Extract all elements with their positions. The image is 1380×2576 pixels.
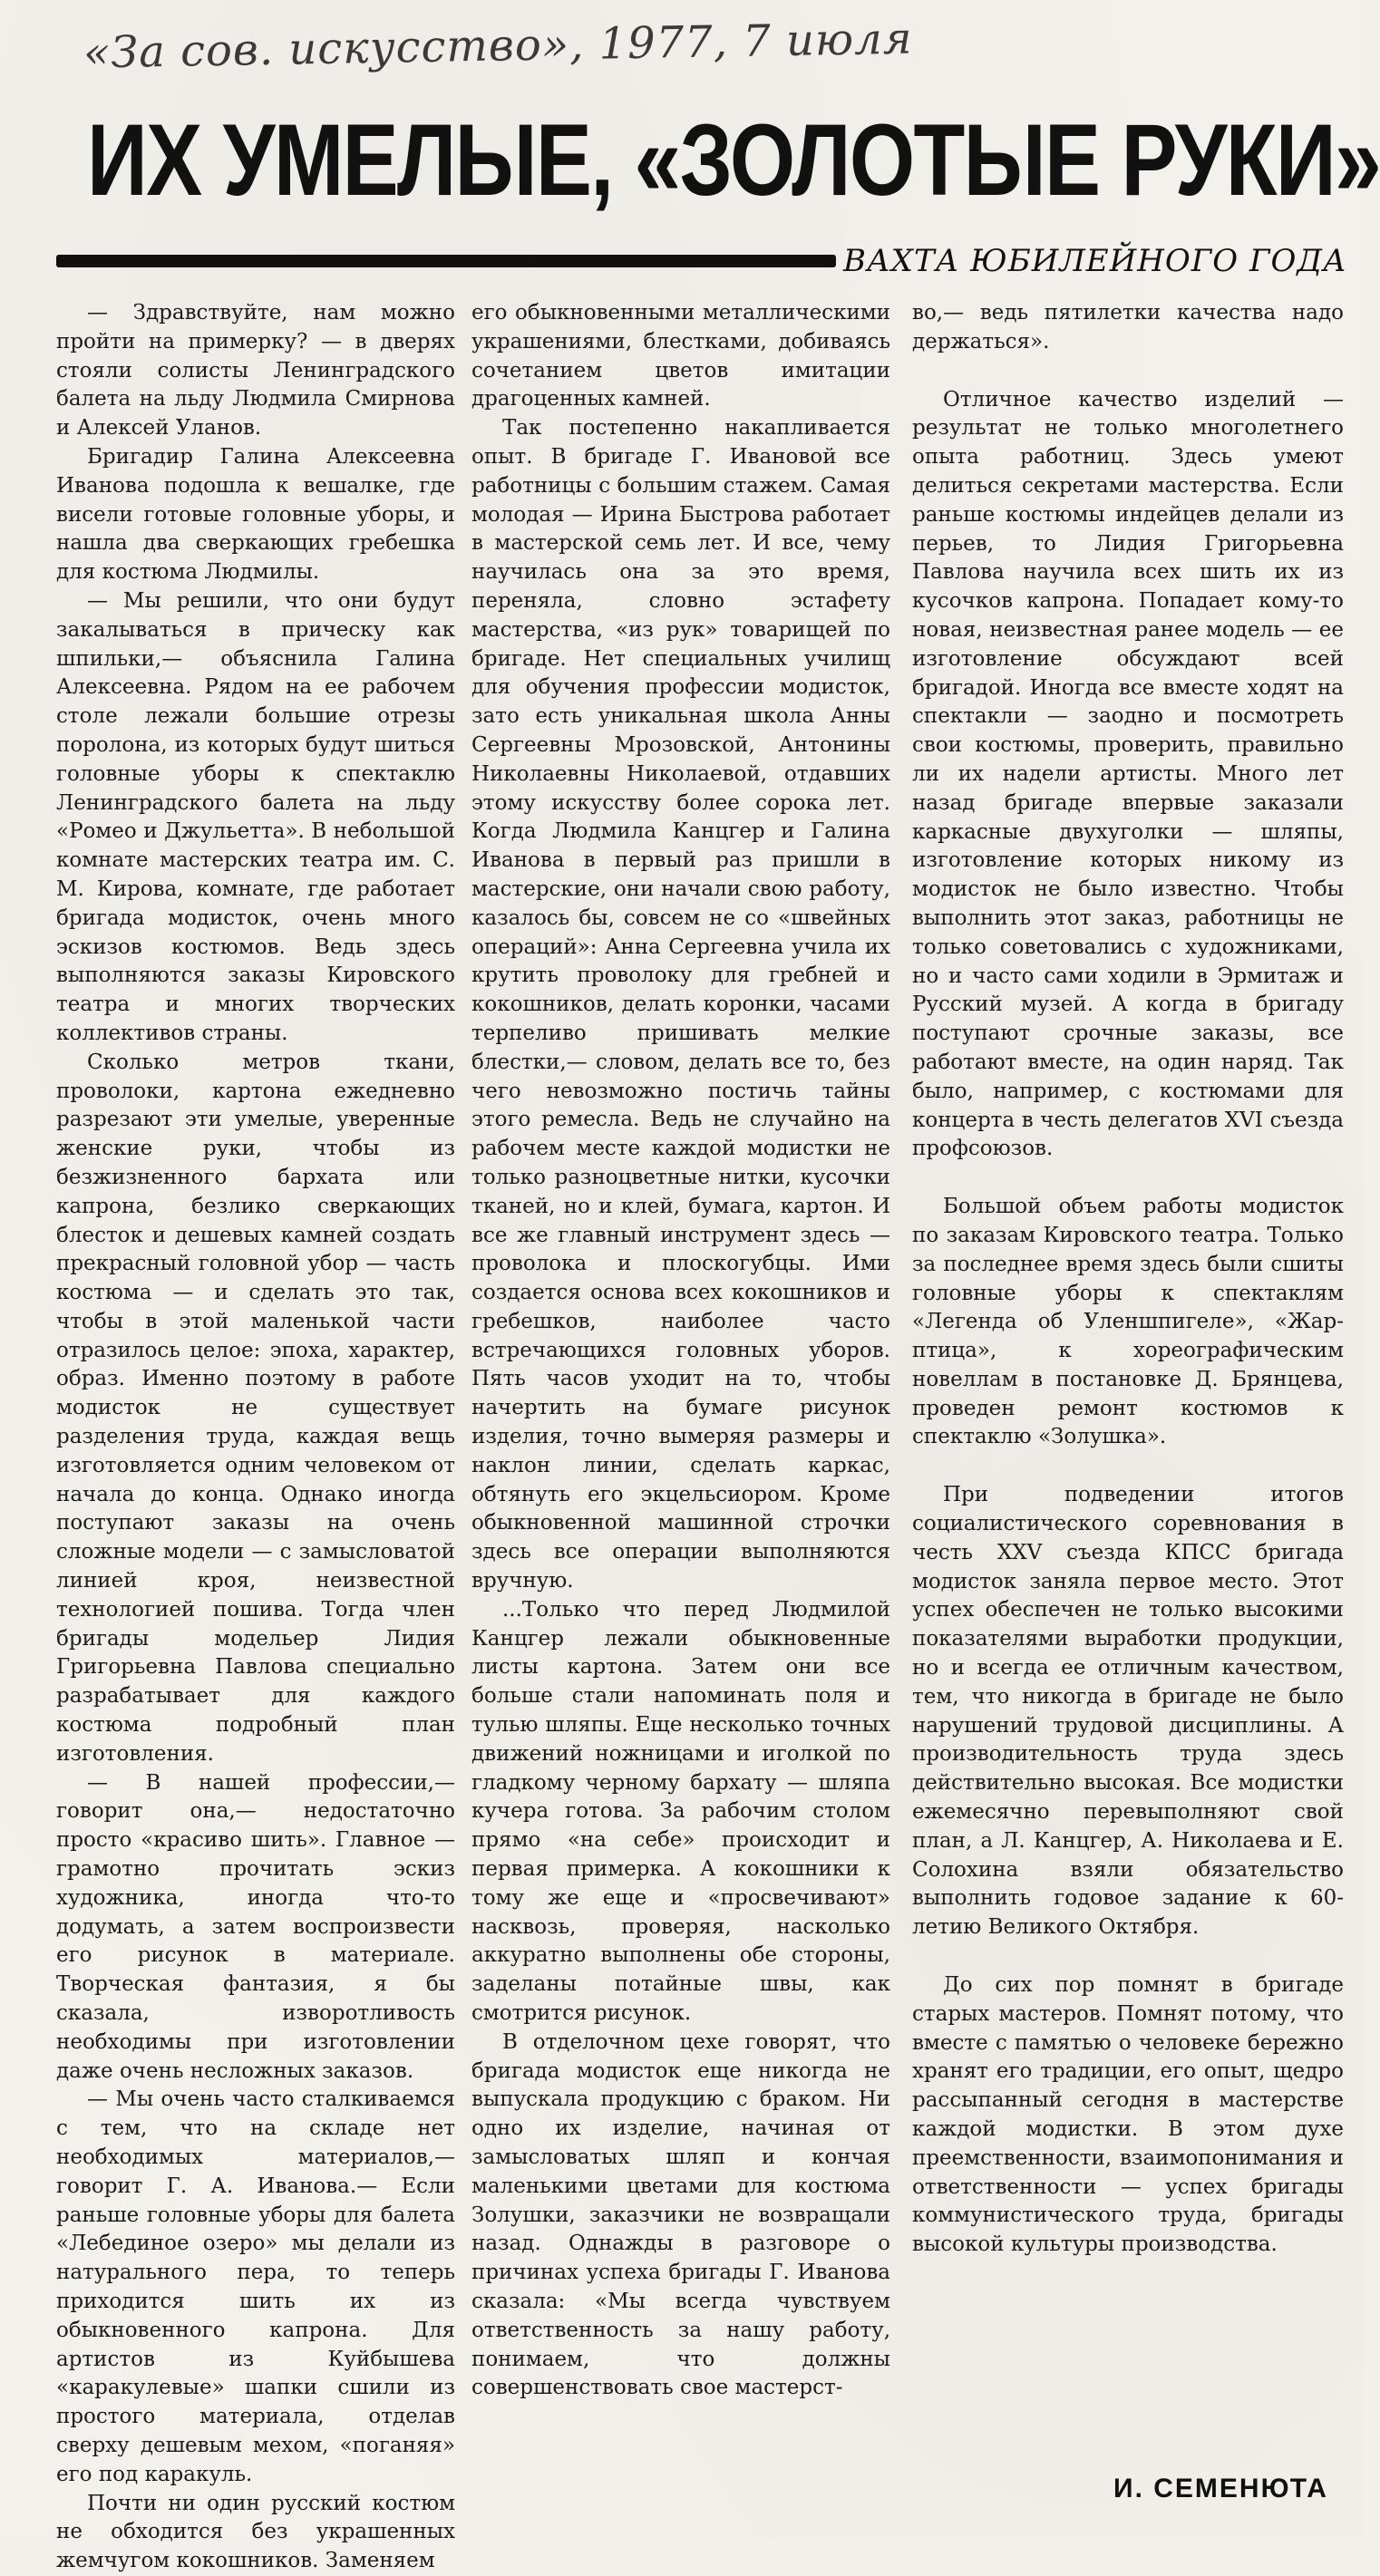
handwritten-source-note: «За сов. искусство», 1977, 7 июля: [83, 13, 913, 79]
article-column-2: [471, 299, 890, 2511]
rubric-label: ВАХТА ЮБИЛЕЙНОГО ГОДА: [843, 243, 1347, 279]
paragraph: Так постепенно накапливается опыт. В бригаде Г. Ивановой все работницы с большим стажем. Самая молодая — Ирина Быстрова работает в мастерской семь лет. И все, чему научилась она за это время, переняла, словно эстафету мастерства, «из рук» товарищей по бригаде. Нет специальных училищ для обучения профессии модисток, зато есть уникальная школа Анны Сергеевны Мрозовской, Антонины Николаевны Николаевой, отдавших этому искусству более сорока лет. Когда Людмила Канцгер и Галина Иванова в первый раз пришли в мастерские, они начали свою работу, казалось бы, совсем не со «швейных операций»: Анна Сергеевна учила их крутить проволоку для гребней и кокошников, делать коронки, часами терпеливо пришивать мелкие блестки,— словом, делать все то, без чего невозможно постичь тайны этого ремесла. Ведь не случайно на рабочем месте каждой модистки не только разноцветные нитки, кусочки тканей, но и клей, бумага, картон. И все же главный инструмент здесь — проволока и плоскогубцы. Ими создается основа всех кокошников и гребешков, наиболее часто встречающихся головных уборов. Пять часов уходит на то, чтобы начертить на бумаге рисунок изделия, точно вымеряя размеры и наклон линии, сделать каркас, обтянуть его экцельсиором. Кроме обыкновенной машинной строчки здесь все операции выполняются вручную.: [471, 416, 890, 1593]
article-headline: ИХ УМЕЛЫЕ, «ЗОЛОТЫЕ РУКИ»: [87, 103, 1380, 217]
paragraph: До сих пор помнят в бригаде старых мастеров. Помнят потому, что вместе с памятью о человеке бережно хранят его традиции, его опыт, щедро рассыпанный сегодня в мастерстве каждой модистки. В этом духе преемственности, взаимопонимания и ответственности — успех бригады коммунистического труда, бригады высокой культуры производства.: [912, 1973, 1344, 2257]
article-column-1: [56, 299, 455, 2573]
paragraph: — В нашей профессии,— говорит она,— недостаточно просто «красиво шить». Главное — грамотно прочитать эскиз художника, иногда что-то додумать, а затем воспроизвести его рисунок в материале. Творческая фантазия, я бы сказала, изворотливость необходимы при изготовлении даже очень несложных заказов.: [56, 1770, 455, 2083]
paragraph: В отделочном цехе говорят, что бригада модисток еще никогда не выпускала продукцию с браком. Ни одно их изделие, начиная от замысловатых шляп и кончая маленькими цветами для костюма Золушки, заказчики не возвращали назад. Однажды в разговоре о причинах успеха бригады Г. Иванова сказала: «Мы всегда чувствуем ответственность за нашу работу, понимаем, что должны совершенствовать свое мастерст-: [471, 2029, 890, 2400]
paragraph: — Мы решили, что они будут закалываться в прическу как шпильки,— объяснила Галина Алексеевна. Рядом на ее рабочем столе лежали большие отрезы поролона, из которых будут шиться головные уборы к спектаклю Ленинградского балета на льду «Ромео и Джульетта». В небольшой комнате мастерских театра им. С. М. Кирова, комнате, где работает бригада модисток, очень много эскизов костюмов. Ведь здесь выполняются заказы Кировского театра и многих творческих коллективов страны.: [56, 588, 455, 1045]
paragraph: Отличное качество изделий — результат не только многолетнего опыта работниц. Здесь умеют делиться секретами мастерства. Если раньше костюмы индейцев делали из перьев, то Лидия Григорьевна Павлова научила всех шить их из кусочков капрона. Попадает кому-то новая, неизвестная ранее модель — ее изготовление обсуждают всей бригадой. Иногда все вместе ходят на спектакли — заодно и посмотреть свои костюмы, проверить, правильно ли их надели артисты. Много лет назад бригаде впервые заказали каркасные двухуголки — шляпы, изготовление которых никому из модисток не было известно. Чтобы выполнить этот заказ, работницы не только советовались с художниками, но и часто сами ходили в Эрмитаж и Русский музей. А когда в бригаду поступают срочные заказы, все работают вместе, на один наряд. Так было, например, с костюмами для концерта в честь делегатов XVI съезда профсоюзов.: [912, 387, 1344, 1161]
paragraph: При подведении итогов социалистического соревнования в честь XXV съезда КПСС бригада модисток заняла первое место. Этот успех обеспечен не только высокими показателями выработки продукции, но и всегда ее отличным качеством, тем, что никогда в бригаде не было нарушений трудовой дисциплины. А производительность труда здесь действительно высокая. Все модистки ежемесячно перевыполняют свой план, а Л. Канцгер, А. Николаева и Е. Солохина взяли обязательство выполнить годовое задание к 60-летию Великого Октября.: [912, 1483, 1344, 1940]
paragraph: — Здравствуйте, нам можно пройти на примерку? — в дверях стояли солисты Ленинградского балета на льду Людмила Смирнова и Алексей Уланов.: [56, 301, 455, 441]
paragraph-continued: его обыкновенными металлическими украшениями, блестками, добиваясь сочетанием цветов имитации драгоценных камней.: [471, 301, 890, 412]
paragraph: Бригадир Галина Алексеевна Иванова подошла к вешалке, где висели готовые головные уборы, и нашла два сверкающих гребешка для костюма Людмилы.: [56, 444, 455, 585]
paragraph: Большой объем работы модисток по заказам Кировского театра. Только за последнее время здесь были сшиты головные уборы к спектаклям «Легенда об Уленшпигеле», «Жар-птица», к хореографическим новеллам в постановке Д. Брянцева, проведен ремонт костюмов к спектаклю «Золушка».: [912, 1195, 1344, 1449]
paragraph: ...Только что перед Людмилой Канцгер лежали обыкновенные листы картона. Затем они все больше стали напоминать поля и тулью шляпы. Еще несколько точных движений ножницами и иголкой по гладкому черному бархату — шляпа кучера готова. За рабочим столом прямо «на себе» происходит и первая примерка. А кокошники к тому же еще и «просвечивают» насквозь, проверяя, насколько аккуратно выполнены обе стороны, заделаны потайные швы, как смотрится рисунок.: [471, 1597, 890, 2026]
paragraph: — Мы очень часто сталкиваемся с тем, что на складе нет необходимых материалов,— говорит Г. А. Иванова.— Если раньше головные уборы для балета «Лебединое озеро» мы делали из натурального пера, то теперь приходится шить их из обыкновенного капрона. Для артистов из Куйбышева «каракулевые» шапки сшили из простого материала, отделав сверху дешевым мехом, «поганяя» его под каракуль.: [56, 2087, 455, 2486]
paragraph: Сколько метров ткани, проволоки, картона ежедневно разрезают эти умелые, уверенные женские руки, чтобы из безжизненного бархата или капрона, безлико сверкающих блесток и дешевых камней создать прекрасный головной убор — часть костюма — и сделать это так, чтобы в этой маленькой части отразилось целое: эпоха, характер, образ. Именно поэтому в работе модисток не существует разделения труда, каждая вещь изготовляется одним человеком от начала до конца. Однако иногда поступают заказы на очень сложные модели — с замысловатой линией кроя, неизвестной технологией пошива. Тогда член бригады модельер Лидия Григорьевна Павлова специально разрабатывает для каждого костюма подробный план изготовления.: [56, 1050, 455, 1766]
paragraph: Почти ни один русский костюм не обходится без украшенных жемчугом кокошников. Заменяем: [56, 2491, 455, 2573]
paragraph-continued: во,— ведь пятилетки качества надо держаться».: [912, 301, 1344, 353]
author-signature: И. СЕМЕНЮТА: [1113, 2474, 1328, 2503]
rubric-rule-divider: [56, 255, 836, 267]
article-column-3: [912, 299, 1344, 2511]
